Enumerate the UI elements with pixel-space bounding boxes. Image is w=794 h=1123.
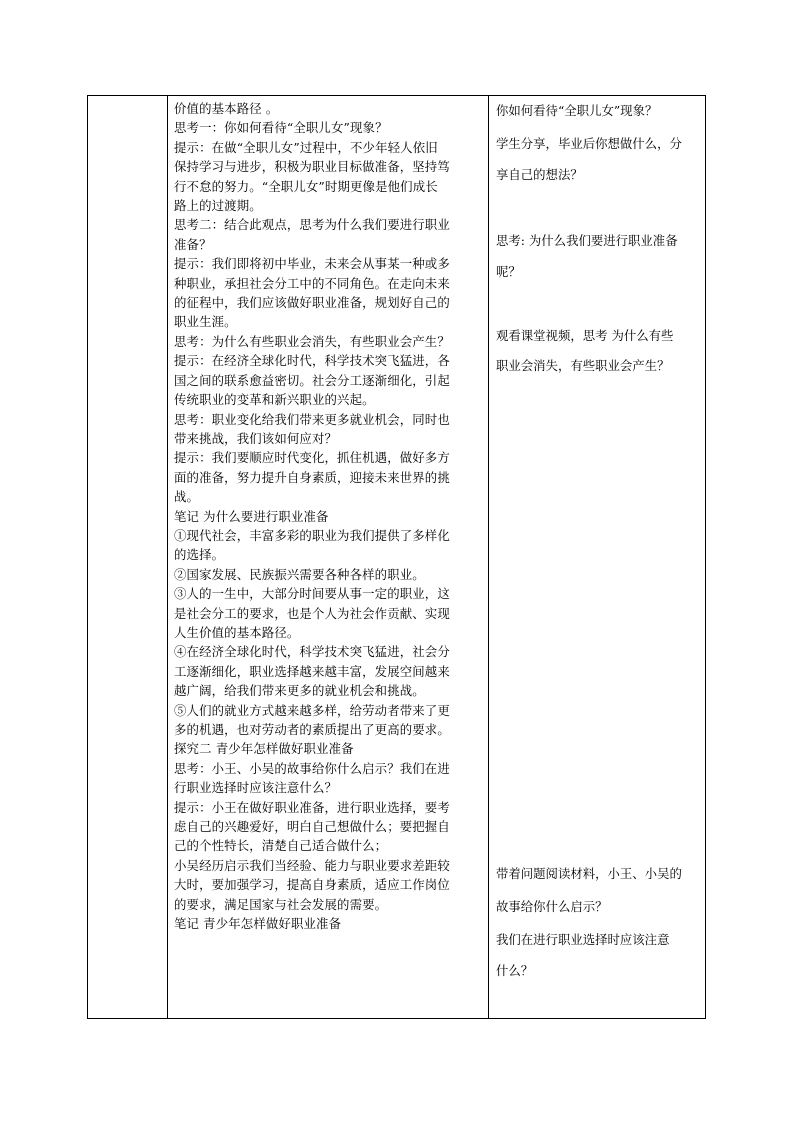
content-line: 行不怠的努力。“全职儿女”时期更像是他们成长	[174, 178, 438, 194]
content-line: 是社会分工的要求，也是个人为社会作贡献、实现	[174, 605, 450, 621]
content-line: 的要求，满足国家与社会发展的需要。	[174, 896, 388, 912]
content-line: 提示：我们要顺应时代变化，抓住机遇，做好多方	[174, 450, 450, 466]
activity-line: 你如何看待“全职儿女”现象？	[496, 103, 658, 118]
left-column	[88, 96, 168, 1018]
content-line: 笔记 青少年怎样做好职业准备	[174, 916, 342, 932]
content-line: 路上的过渡期。	[174, 198, 262, 214]
content-line: 思考一：你如何看待“全职儿女”现象？	[174, 120, 388, 136]
content-line: 准备？	[174, 236, 212, 252]
content-line: ③人的一生中，大部分时间要从事一定的职业，这	[174, 586, 450, 602]
content-line: 人生价值的基本路径。	[174, 624, 300, 640]
content-line: 大时，要加强学习，提高自身素质，适应工作岗位	[174, 877, 450, 893]
activity-line: 职业会消失，有些职业会产生？	[496, 358, 670, 373]
content-line: 种职业，承担社会分工中的不同角色。在走向未来	[174, 275, 450, 291]
activity-line: 呢？	[496, 264, 521, 279]
content-line: 保持学习与进步，积极为职业目标做准备，坚持笃	[174, 159, 450, 175]
content-line: 的征程中，我们应该做好职业准备，规划好自己的	[174, 295, 450, 311]
content-line: 思考：职业变化给我们带来更多就业机会，同时也	[174, 411, 450, 427]
content-line: 提示：在经济全球化时代，科学技术突飞猛进，各	[174, 353, 450, 369]
content-line: 行职业选择时应该注意什么？	[174, 780, 338, 796]
content-line: 提示：我们即将初中毕业，未来会从事某一种或多	[174, 256, 450, 272]
content-line: 越广阔，给我们带来更多的就业机会和挑战。	[174, 683, 425, 699]
content-line: 的选择。	[174, 547, 225, 563]
lesson-table	[87, 95, 706, 1019]
content-line: 战。	[174, 489, 200, 505]
content-line: 传统职业的变革和新兴职业的兴起。	[174, 392, 375, 408]
content-line: 带来挑战，我们该如何应对？	[174, 430, 338, 446]
content-line: 提示：小王在做好职业准备，进行职业选择，要考	[174, 799, 450, 815]
activity-line: 故事给你什么启示？	[496, 899, 608, 914]
activity-line: 思考: 为什么我们要进行职业准备	[496, 233, 678, 248]
content-line: 思考：小王、小吴的故事给你什么启示？我们在进	[174, 760, 450, 776]
content-line: ⑤人们的就业方式越来越多样，给劳动者带来了更	[174, 702, 450, 718]
activity-line: 观看课堂视频，思考 为什么有些	[496, 328, 674, 343]
content-line: 提示：在做“全职儿女”过程中，不少年轻人依旧	[174, 139, 438, 155]
activity-line: 我们在进行职业选择时应该注意	[496, 932, 670, 947]
content-line: 小吴经历启示我们当经验、能力与职业要求差距较	[174, 857, 450, 873]
content-line: ①现代社会，丰富多彩的职业为我们提供了多样化	[174, 527, 450, 543]
content-line: 思考二：结合此观点，思考为什么我们要进行职业	[174, 217, 450, 233]
content-line: 面的准备，努力提升自身素质，迎接未来世界的挑	[174, 469, 450, 485]
activity-line: 学生分享，毕业后你想做什么，分	[496, 136, 682, 151]
content-line: 思考：为什么有些职业会消失，有些职业会产生？	[174, 333, 450, 349]
content-line: 工逐渐细化，职业选择越来越丰富，发展空间越来	[174, 663, 450, 679]
content-line: 多的机遇，也对劳动者的素质提出了更高的要求。	[174, 722, 450, 737]
activity-line: 带着问题阅读材料，小王、小吴的	[496, 866, 682, 881]
teaching-content-column	[168, 96, 489, 1018]
content-line: 职业生涯。	[174, 314, 237, 330]
content-line: ④在经济全球化时代，科学技术突飞猛进，社会分	[174, 644, 450, 660]
activity-line: 什么？	[496, 963, 534, 978]
content-line: 笔记 为什么要进行职业准备	[174, 508, 329, 524]
content-line: 虑自己的兴趣爱好，明白自己想做什么；要把握自	[174, 819, 450, 835]
content-line: 价值的基本路径 。	[174, 101, 279, 116]
student-activity-column	[489, 96, 705, 1018]
content-line: 己的个性特长，清楚自己适合做什么；	[174, 838, 388, 854]
content-line: ②国家发展、民族振兴需要各种各样的职业。	[174, 566, 425, 582]
content-line: 探究二 青少年怎样做好职业准备	[174, 741, 354, 757]
activity-line: 享自己的想法？	[496, 167, 583, 182]
content-line: 国之间的联系愈益密切。社会分工逐渐细化，引起	[174, 372, 450, 388]
